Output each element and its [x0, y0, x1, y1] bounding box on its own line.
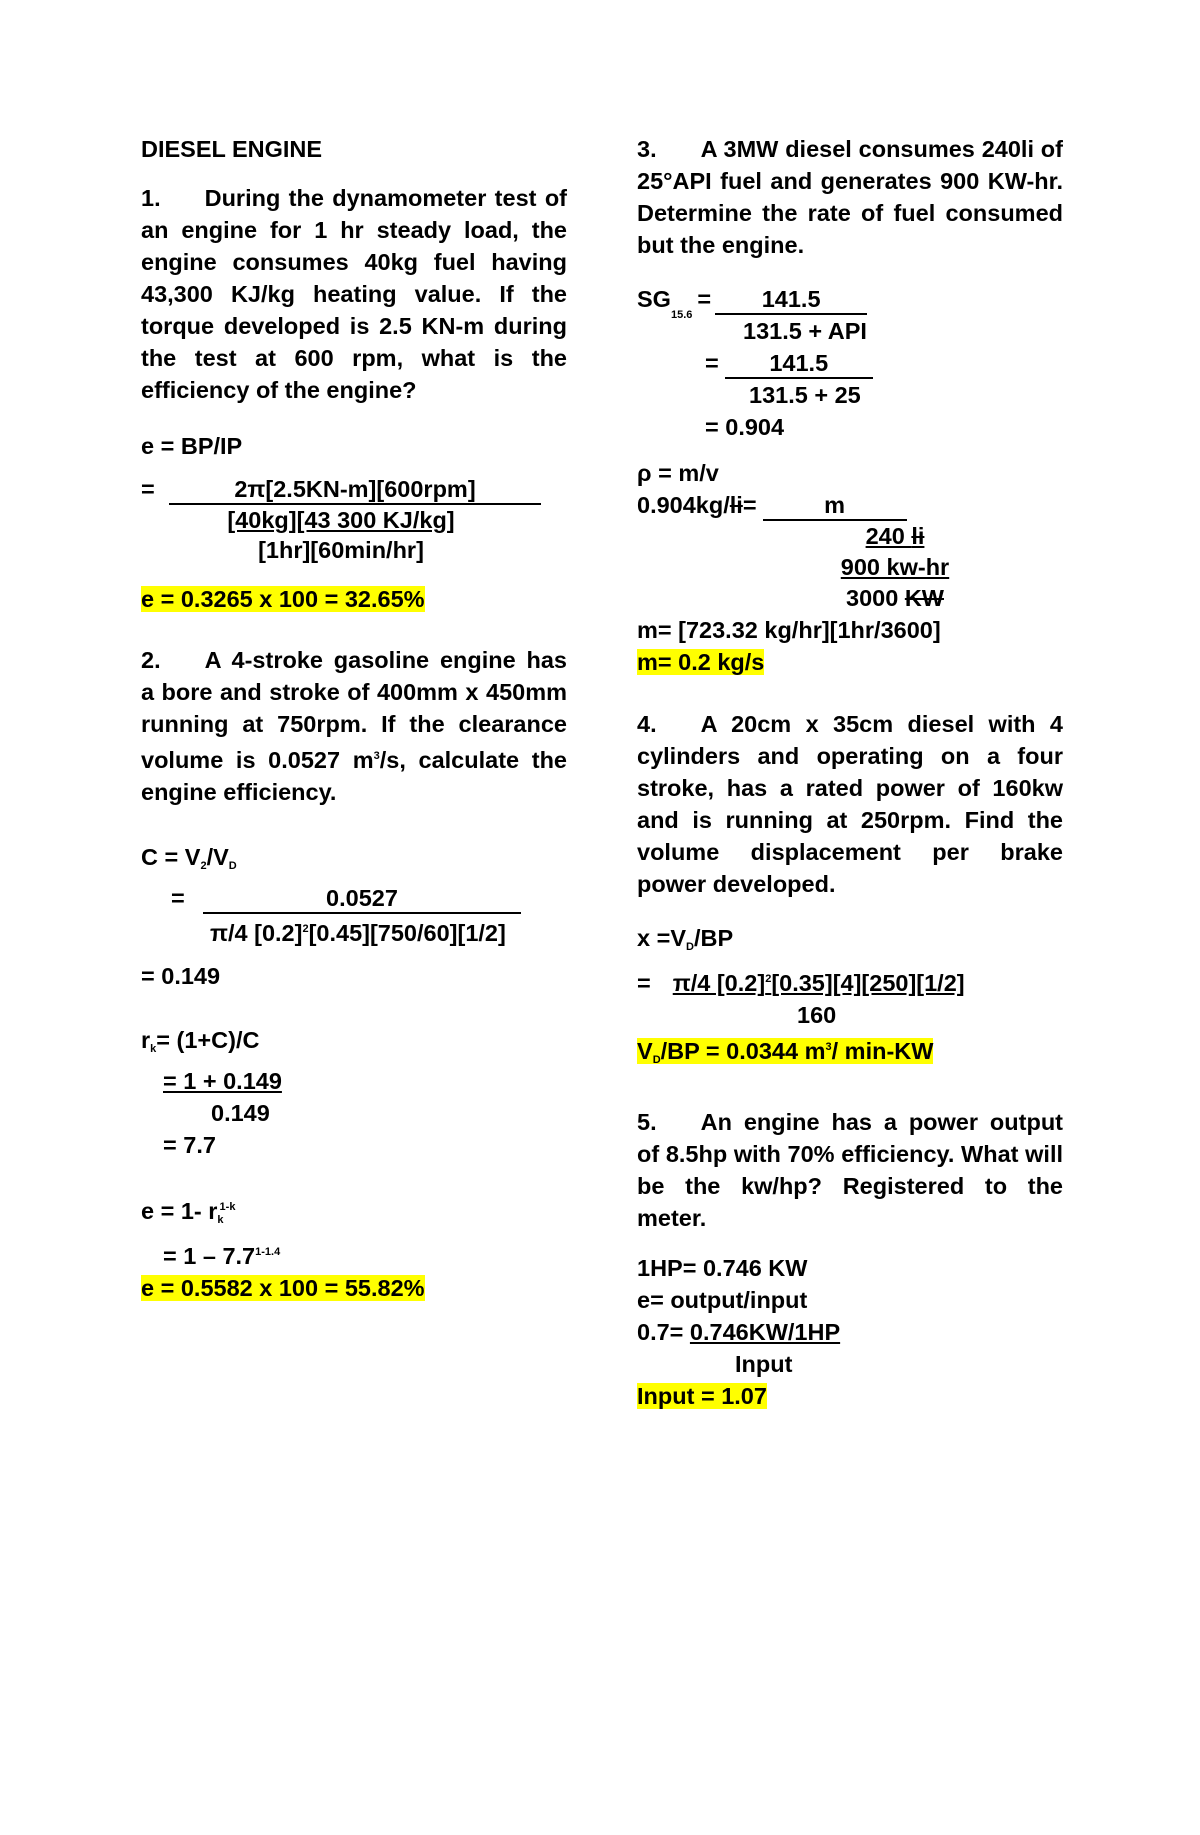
p2-fraction: = 0.0527 π/4 $[0.2]^2[0.45][750/60][1/2]$ [141, 882, 567, 948]
problem-2-number: 2. [141, 647, 161, 673]
p1-fraction [141, 473, 567, 565]
right-column [637, 133, 1063, 1412]
p4-answer: $V_D/BP = 0.0344$ $m^3/$ min-KW [637, 1038, 934, 1066]
p2-c-result: = 0.149 [141, 963, 221, 989]
p4-fraction-numerator: = π/4 $[0.2]^2[0.35][4][250][1/2]$ [637, 970, 965, 996]
p3-answer: m= 0.2 kg/s [637, 649, 765, 675]
p4-x-def: $x =V_D/BP$ [637, 925, 734, 953]
left-column [141, 133, 567, 1304]
problem-3-number: 3. [637, 136, 657, 162]
p1-numerator: 2π[2.5KN-m][600rpm] [169, 475, 541, 505]
p2-numerator: 0.0527 [203, 884, 521, 914]
problem-1-number: 1. [141, 185, 161, 211]
problem-2-statement: 2. A 4-stroke gasoline engine has a bore and stroke of 400mm x 450mm running at 750rpm. If the clearance volume is 0.0527 $m^3/s$, calculate the engine efficiency. [141, 647, 568, 805]
p1-denominator-2: [1hr][60min/hr] [258, 537, 424, 563]
p2-e-formula: e = 1- $r_k^{1-k}$ [141, 1198, 236, 1226]
p2-rk-def: $r_k= (1+C)/C$ [141, 1027, 260, 1055]
problem-5-statement: 5. An engine has a power output of 8.5hp with 70% efficiency. What will be the kw/hp? Registered to the meter. [637, 1109, 1063, 1231]
p2-rk-denominator: 0.149 [211, 1100, 270, 1126]
p1-answer: e = 0.3265 x 100 = 32.65% [141, 586, 425, 612]
document-title: DIESEL ENGINE [141, 136, 323, 162]
p1-eq-bp-ip: e = BP/IP [141, 433, 243, 459]
p4-fraction-denominator: 160 [797, 1002, 837, 1028]
p2-rk-result: = 7.7 [163, 1132, 216, 1158]
p3-sg-fraction: SG 15.6 = 141.5 131.5 + API = 141.5 131.5 + 25 = 0.904 [637, 283, 1063, 443]
p3-mass-line: m= [723.32 kg/hr][1hr/3600] [637, 617, 941, 643]
p3-mass-fraction: 0.904kg/ li = m 240 li 900 kw-hr 3000 KW [637, 492, 950, 611]
problem-3-statement: 3. A 3MW diesel consumes 240li of 25°API fuel and generates 900 KW-hr. Determine the rate of fuel consumed but the engine. [637, 136, 1063, 258]
p2-denominator: π/4 $[0.2]^2[0.45][750/60][1/2]$ [210, 920, 506, 946]
p5-line-1: 1HP= 0.746 KW [637, 1255, 808, 1281]
p2-e-substitution: = $1 - 7.7^{1-1.4}$ [163, 1243, 281, 1269]
p3-density-def: ρ = m/v [637, 460, 719, 486]
problem-4-number: 4. [637, 711, 657, 737]
p2-clearance-def: $C = V_2/V_D$ [141, 844, 237, 872]
p3-sg-result: = 0.904 [705, 414, 785, 440]
p2-answer: e = 0.5582 x 100 = 55.82% [141, 1275, 425, 1301]
p2-rk-numerator: = 1 + 0.149 [163, 1068, 282, 1094]
problem-1-statement [141, 182, 567, 406]
p5-line-2: e= output/input [637, 1287, 808, 1313]
problem-4-statement: 4. A 20cm x 35cm diesel with 4 cylinders and operating on a four stroke, has a rated power of 160kw and is running at 250rpm. Find the volume displacement per brake power developed. [637, 711, 1063, 897]
p5-line-4: Input [735, 1351, 793, 1377]
p5-line-3: 0.7= 0.746KW/1HP [637, 1319, 841, 1345]
problem-1-text: During the dynamometer test of an engine for 1 hr steady load, the engine consumes 40kg fuel having 43,300 KJ/kg heating value. If the torque developed is 2.5 KN-m during the test at 600 rpm, what is the efficiency of the engine? [141, 185, 567, 403]
p5-answer: Input = 1.07 [637, 1383, 767, 1409]
p1-eq-sign: = [141, 476, 155, 502]
problem-5-number: 5. [637, 1109, 657, 1135]
p1-denominator-1: [40kg][43 300 KJ/kg] [227, 507, 455, 533]
